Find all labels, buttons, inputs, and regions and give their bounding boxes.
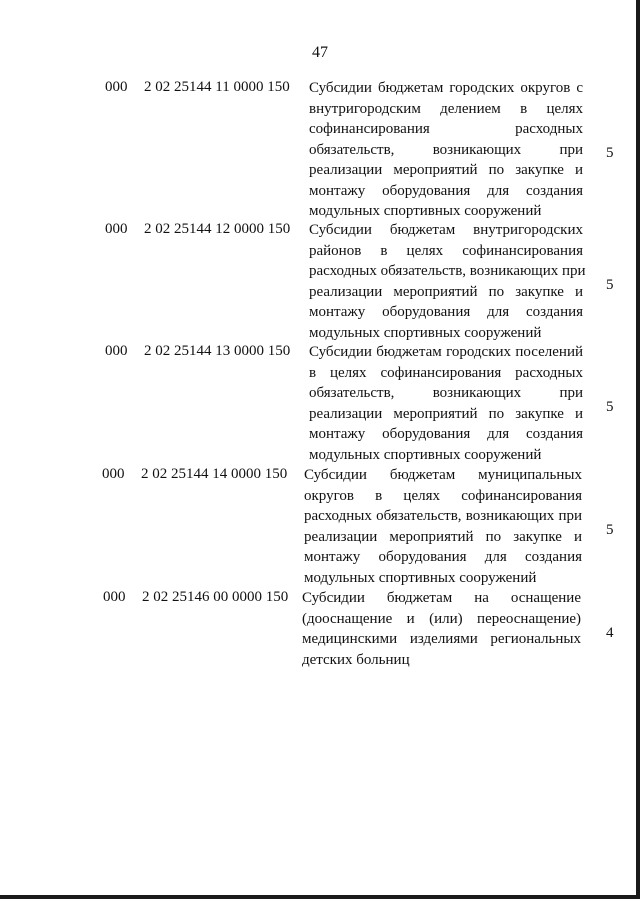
description-line: расходных обязательств, возникающих при bbox=[309, 263, 586, 279]
description-line: монтажу оборудования для создания bbox=[309, 304, 584, 320]
description-line: Субсидии бюджетам городских поселений bbox=[309, 344, 584, 360]
description-line: округов в целях софинансирования bbox=[304, 487, 582, 504]
description-line: расходных обязательств, возникающих при bbox=[304, 508, 583, 524]
budget-classification-code: 2 02 25146 00 0000 150 bbox=[142, 589, 289, 605]
budget-classification-code: 2 02 25144 14 0000 150 bbox=[141, 466, 288, 482]
description-line: обязательств, возникающих при bbox=[309, 385, 583, 401]
admin-code: 000 bbox=[105, 343, 128, 359]
scan-edge-right bbox=[636, 0, 640, 899]
row-description bbox=[309, 342, 583, 465]
budget-classification-code: 2 02 25144 12 0000 150 bbox=[144, 221, 291, 237]
admin-code: 000 bbox=[102, 466, 125, 482]
description-line: модульных спортивных сооружений bbox=[304, 569, 537, 586]
admin-code: 000 bbox=[105, 221, 128, 237]
admin-code: 000 bbox=[103, 589, 126, 605]
description-line: реализации мероприятий по закупке и bbox=[309, 283, 584, 300]
description-line: реализации мероприятий по закупке и bbox=[309, 162, 584, 178]
amount-value: 5 bbox=[606, 145, 614, 161]
description-line: реализации мероприятий по закупке и bbox=[304, 528, 583, 545]
description-line: Субсидии бюджетам внутригородских bbox=[309, 222, 583, 238]
description-line: софинансирования расходных bbox=[309, 121, 583, 137]
page-number: 47 bbox=[312, 44, 328, 61]
description-line: реализации мероприятий по закупке и bbox=[309, 405, 584, 422]
description-line: монтажу оборудования для создания bbox=[309, 426, 584, 442]
description-line: детских больниц bbox=[302, 651, 410, 668]
budget-classification-code: 2 02 25144 13 0000 150 bbox=[144, 343, 291, 359]
description-line: монтажу оборудования для создания bbox=[309, 182, 584, 199]
scan-edge-bottom bbox=[0, 895, 640, 899]
description-line: обязательств, возникающих при bbox=[309, 141, 583, 158]
budget-classification-code: 2 02 25144 11 0000 150 bbox=[144, 79, 290, 95]
admin-code: 000 bbox=[105, 79, 128, 95]
description-line: модульных спортивных сооружений bbox=[309, 446, 542, 463]
row-description bbox=[309, 78, 583, 222]
description-line: районов в целях софинансирования bbox=[309, 242, 584, 259]
amount-value: 5 bbox=[606, 399, 614, 415]
description-line: внутригородским делением в целях bbox=[309, 100, 584, 117]
description-line: в целях софинансирования расходных bbox=[309, 364, 584, 381]
description-line: модульных спортивных сооружений bbox=[309, 203, 542, 219]
amount-value: 5 bbox=[606, 522, 614, 538]
description-line: Субсидии бюджетам городских округов с bbox=[309, 80, 583, 96]
description-line: монтажу оборудования для создания bbox=[304, 549, 583, 565]
description-line: Субсидии бюджетам муниципальных bbox=[304, 467, 582, 483]
description-line: модульных спортивных сооружений bbox=[309, 324, 542, 341]
amount-value: 5 bbox=[606, 277, 614, 293]
description-line: Субсидии бюджетам на оснащение bbox=[302, 590, 581, 606]
row-description bbox=[304, 465, 582, 588]
description-line: (дооснащение и (или) переоснащение) bbox=[302, 610, 582, 627]
amount-value: 4 bbox=[606, 625, 614, 641]
description-line: медицинскими изделиями региональных bbox=[302, 631, 581, 647]
row-description bbox=[309, 220, 586, 343]
row-description bbox=[302, 588, 581, 670]
